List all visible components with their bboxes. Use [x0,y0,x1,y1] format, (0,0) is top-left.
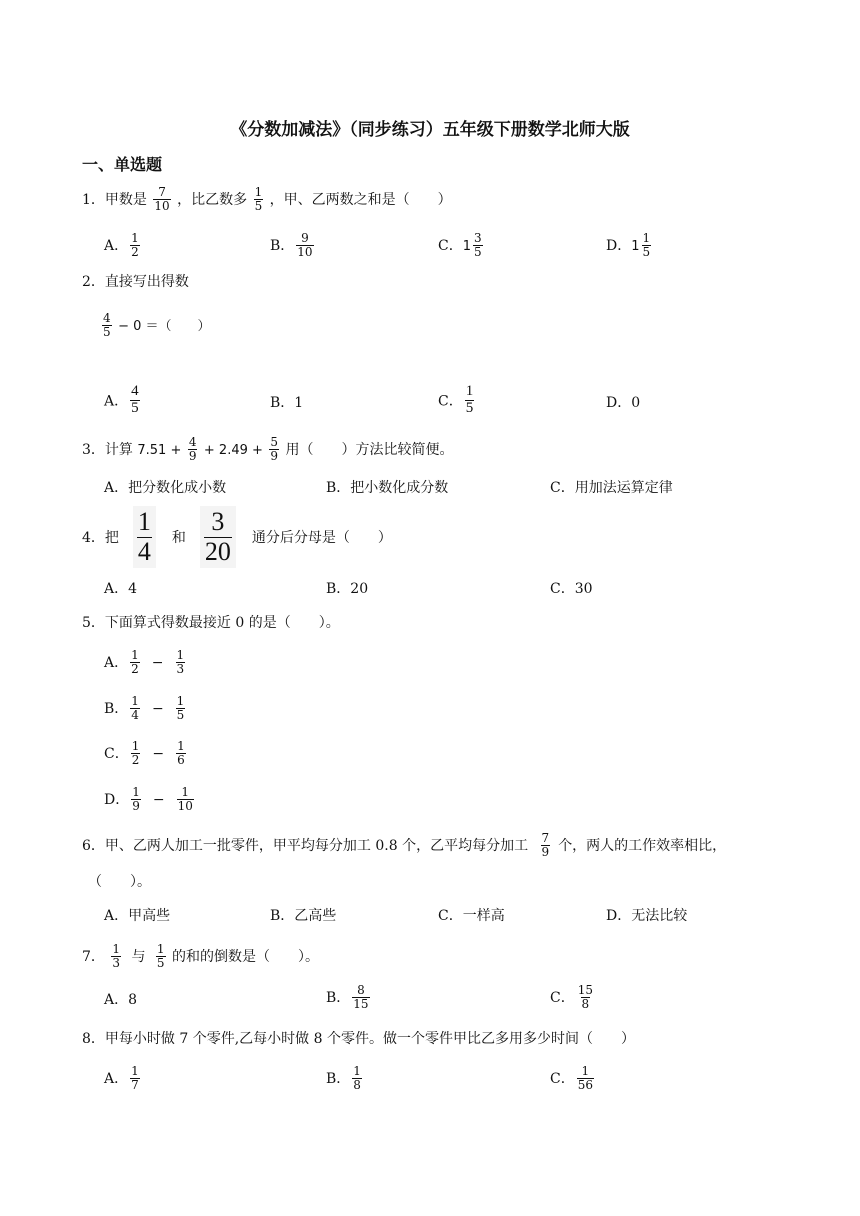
q1-option-b[interactable]: B． $\frac{9}{10}$ [270,231,313,259]
fraction: $\frac{4}{5}$ [103,311,111,339]
q6-option-c[interactable]: C．一样高 [438,908,505,924]
fraction: $\frac{9}{10}$ [297,231,313,259]
question-8: 8．甲每小时做 7 个零件,乙每小时做 8 个零件。做一个零件甲比乙多用多少时间（ ） [82,1031,635,1047]
q3-option-b[interactable]: B．把小数化成分数 [326,480,449,496]
question-6: 6．甲、乙两人加工一批零件，甲平均每分加工 0.8 个，乙平均每分加工 $\frac{7}{9}$ 个，两人的工作效率相比， [82,831,727,859]
q7-option-c[interactable]: C． $\frac{15}{8}$ [550,983,593,1011]
q4-option-b[interactable]: B．20 [326,581,369,597]
fraction: $\frac{1}{5}$ [465,383,474,416]
question-6-continued: （ ）。 [88,874,151,890]
q2-option-b[interactable]: B．1 [270,395,304,411]
fraction: $\frac{1}{5}$ [156,942,165,970]
question-1: 1．甲数是 $\frac{7}{10}$ ，比乙数多 $\frac{1}{5}$ ，甲、乙两数之和是（ ） [82,185,452,213]
question-7: 7． $\frac{1}{3}$ 与 $\frac{1}{5}$ 的和的倒数是（ ）。 [82,942,320,970]
question-2: 2．直接写出得数 [82,274,189,290]
q2-option-a[interactable]: A． $\frac{4}{5}$ [104,383,139,416]
fraction: $\frac{5}{9}$ [270,435,278,463]
question-4: 4． 把 $\frac{1}{4}$ 和 $\frac{3}{20}$ 通分后分母是（ ） [82,503,392,573]
section-heading: 一、单选题 [82,155,163,174]
q8-option-c[interactable]: C． $\frac{1}{56}$ [550,1064,593,1092]
fraction: $\frac{1}{5}$ [254,185,263,213]
document-title: 《分数加减法》（同步练习）五年级下册数学北师大版 [230,120,630,140]
fraction: $\frac{7}{10}$ [154,185,170,213]
fraction: $\frac{15}{8}$ [577,983,593,1011]
fraction: $\frac{1}{7}$ [131,1064,139,1092]
q6-option-d[interactable]: D．无法比较 [606,908,688,924]
question-5: 5．下面算式得数最接近 0 的是（ ）。 [82,615,340,631]
fraction: $\frac{4}{5}$ [131,383,139,416]
fraction: $\frac{1}{3}$ [176,648,185,676]
q6-option-a[interactable]: A．甲高些 [104,908,171,924]
fraction: $\frac{7}{9}$ [541,831,550,859]
q4-option-c[interactable]: C．30 [550,581,593,597]
fraction: $\frac{1}{10}$ [177,785,193,813]
fraction: $\frac{1}{8}$ [353,1064,361,1092]
fraction: $\frac{1}{9}$ [132,785,140,813]
q5-option-b[interactable]: B． $\frac{1}{4}$ − $\frac{1}{5}$ [104,694,185,722]
q3-option-c[interactable]: C．用加法运算定律 [550,480,673,496]
q2-expression: $\frac{4}{5}$ − 0 ＝（ ） [103,311,211,339]
fraction: $\frac{1}{2}$ [131,739,140,767]
q3-option-a[interactable]: A．把分数化成小数 [104,480,227,496]
q1-option-c[interactable]: C．1 $\frac{3}{5}$ [438,231,482,259]
fraction: $\frac{1}{56}$ [577,1064,593,1092]
fraction: $\frac{3}{5}$ [474,231,482,259]
q1-option-a[interactable]: A． $\frac{1}{2}$ [104,231,139,259]
fraction: $\frac{1}{2}$ [131,648,139,676]
q5-option-c[interactable]: C． $\frac{1}{2}$ − $\frac{1}{6}$ [104,739,185,767]
q2-option-c[interactable]: C． $\frac{1}{5}$ [438,383,474,416]
q2-option-d[interactable]: D．0 [606,395,641,411]
fraction: $\frac{1}{3}$ [112,942,121,970]
q7-option-a[interactable]: A．8 [104,992,138,1008]
q8-option-b[interactable]: B． $\frac{1}{8}$ [326,1064,361,1092]
q4-option-a[interactable]: A．4 [104,581,138,597]
q6-option-b[interactable]: B．乙高些 [270,908,337,924]
fraction: $\frac{8}{15}$ [353,983,369,1011]
q7-option-b[interactable]: B． $\frac{8}{15}$ [326,983,369,1011]
fraction: $\frac{1}{4}$ [133,506,156,568]
q5-option-a[interactable]: A． $\frac{1}{2}$ − $\frac{1}{3}$ [104,648,185,676]
q5-option-d[interactable]: D． $\frac{1}{9}$ − $\frac{1}{10}$ [104,785,193,813]
fraction: $\frac{1}{5}$ [176,694,185,722]
q1-option-d[interactable]: D．1 $\frac{1}{5}$ [606,231,651,259]
fraction: $\frac{1}{5}$ [642,231,651,259]
fraction: $\frac{3}{20}$ [200,506,236,568]
q8-option-a[interactable]: A． $\frac{1}{7}$ [104,1064,139,1092]
fraction: $\frac{1}{6}$ [177,739,185,767]
fraction: $\frac{4}{9}$ [188,435,197,463]
fraction: $\frac{1}{2}$ [131,231,139,259]
fraction: $\frac{1}{4}$ [131,694,139,722]
question-3: 3．计算 7.51 + $\frac{4}{9}$ + 2.49 + $\frac{5}{9}$ 用（ ）方法比较简便。 [82,435,454,463]
